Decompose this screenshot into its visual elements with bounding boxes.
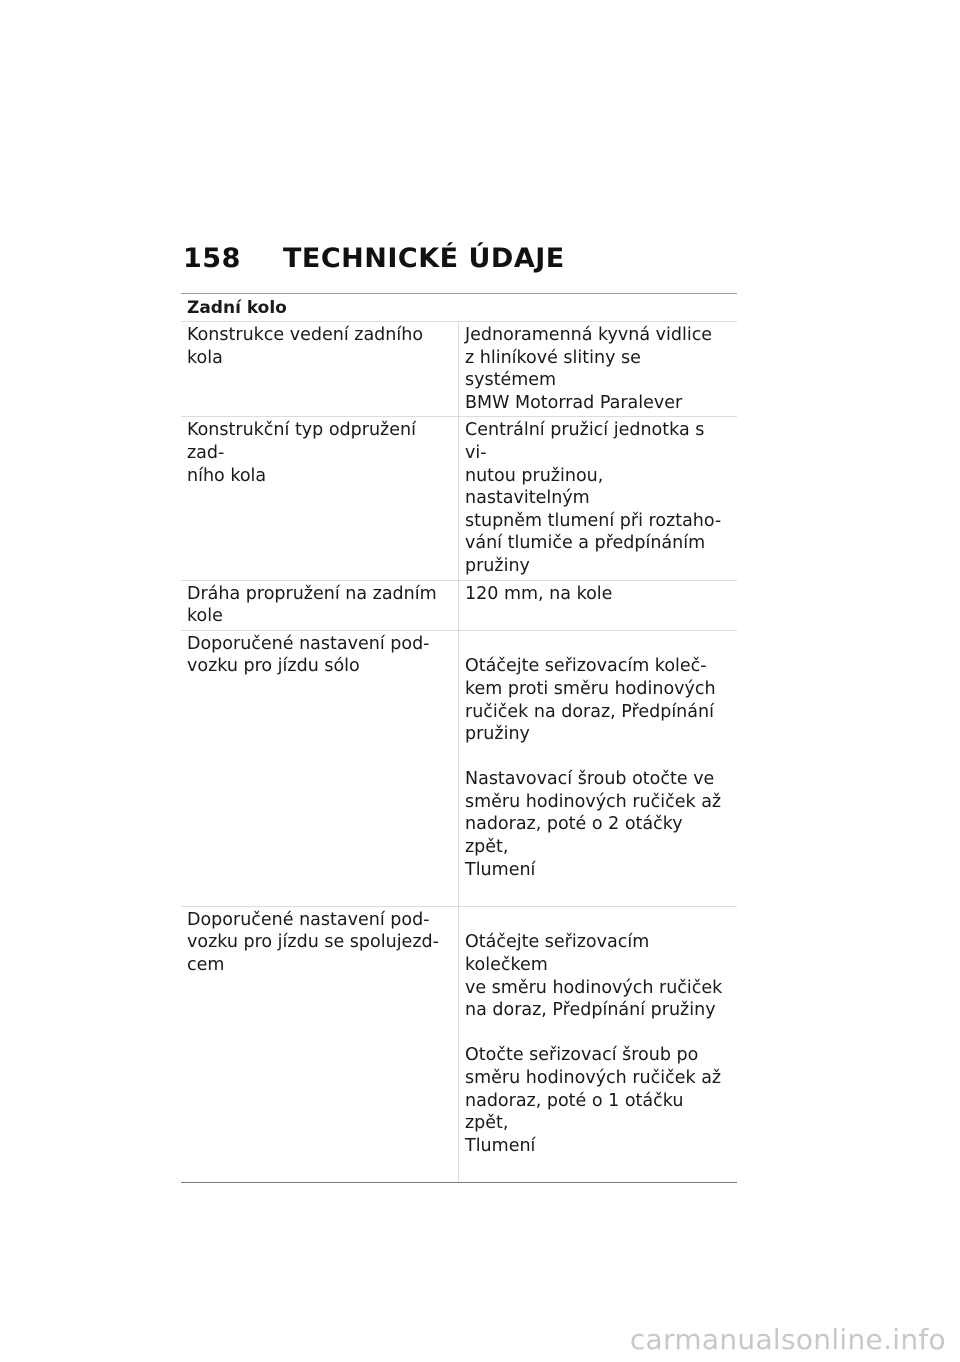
spec-value-damping: Otočte seřizovací šroub po směru hodinových ručiček až nadoraz, poté o 1 otáčku zpět, Tlumení [465,1045,722,1156]
spec-table [181,293,737,1183]
spec-value-preload: Otáčejte seřizovacím kolečkem ve směru hodinových ručiček na doraz, Předpínání pružiny [465,932,723,1021]
table-row [181,417,737,580]
table-row [181,322,737,417]
spec-value-preload: Otáčejte seřizovacím koleč- kem proti směru hodinových ručiček na doraz, Předpínání pružiny [465,656,716,745]
spec-label: Konstrukce vedení zadního kola [181,322,459,416]
spec-label: Dráha propružení na zadním kole [181,581,459,630]
spec-value: Centrální pružicí jednotka s vi- nutou pružinou, nastavitelným stupněm tlumení při roztaho- vání tlumiče a předpínáním pružiny [465,420,722,576]
table-row [181,631,737,907]
section-heading: Zadní kolo [181,294,737,322]
watermark: carmanualsonline.info [629,1323,946,1356]
spec-value: Jednoramenná kyvná vidlice z hliníkové slitiny se systémem BMW Motorrad Paralever [465,325,713,413]
table-row [181,907,737,1182]
spec-label: Doporučené nastavení pod- vozku pro jízdu se spolujezd- cem [181,907,459,1182]
page-number: 158 [183,243,241,274]
spec-value [459,907,737,1182]
spec-value: 120 mm, na kole [465,583,613,604]
spec-label: Konstrukční typ odpružení zad- ního kola [181,417,459,579]
spec-value [459,631,737,906]
table-row [181,581,737,631]
page-header [183,243,565,274]
spec-label: Doporučené nastavení pod- vozku pro jízdu sólo [181,631,459,906]
spec-value-damping: Nastavovací šroub otočte ve směru hodinových ručiček až nadoraz, poté o 2 otáčky zpět, Tlumení [465,769,722,880]
page-title: TECHNICKÉ ÚDAJE [283,243,565,274]
